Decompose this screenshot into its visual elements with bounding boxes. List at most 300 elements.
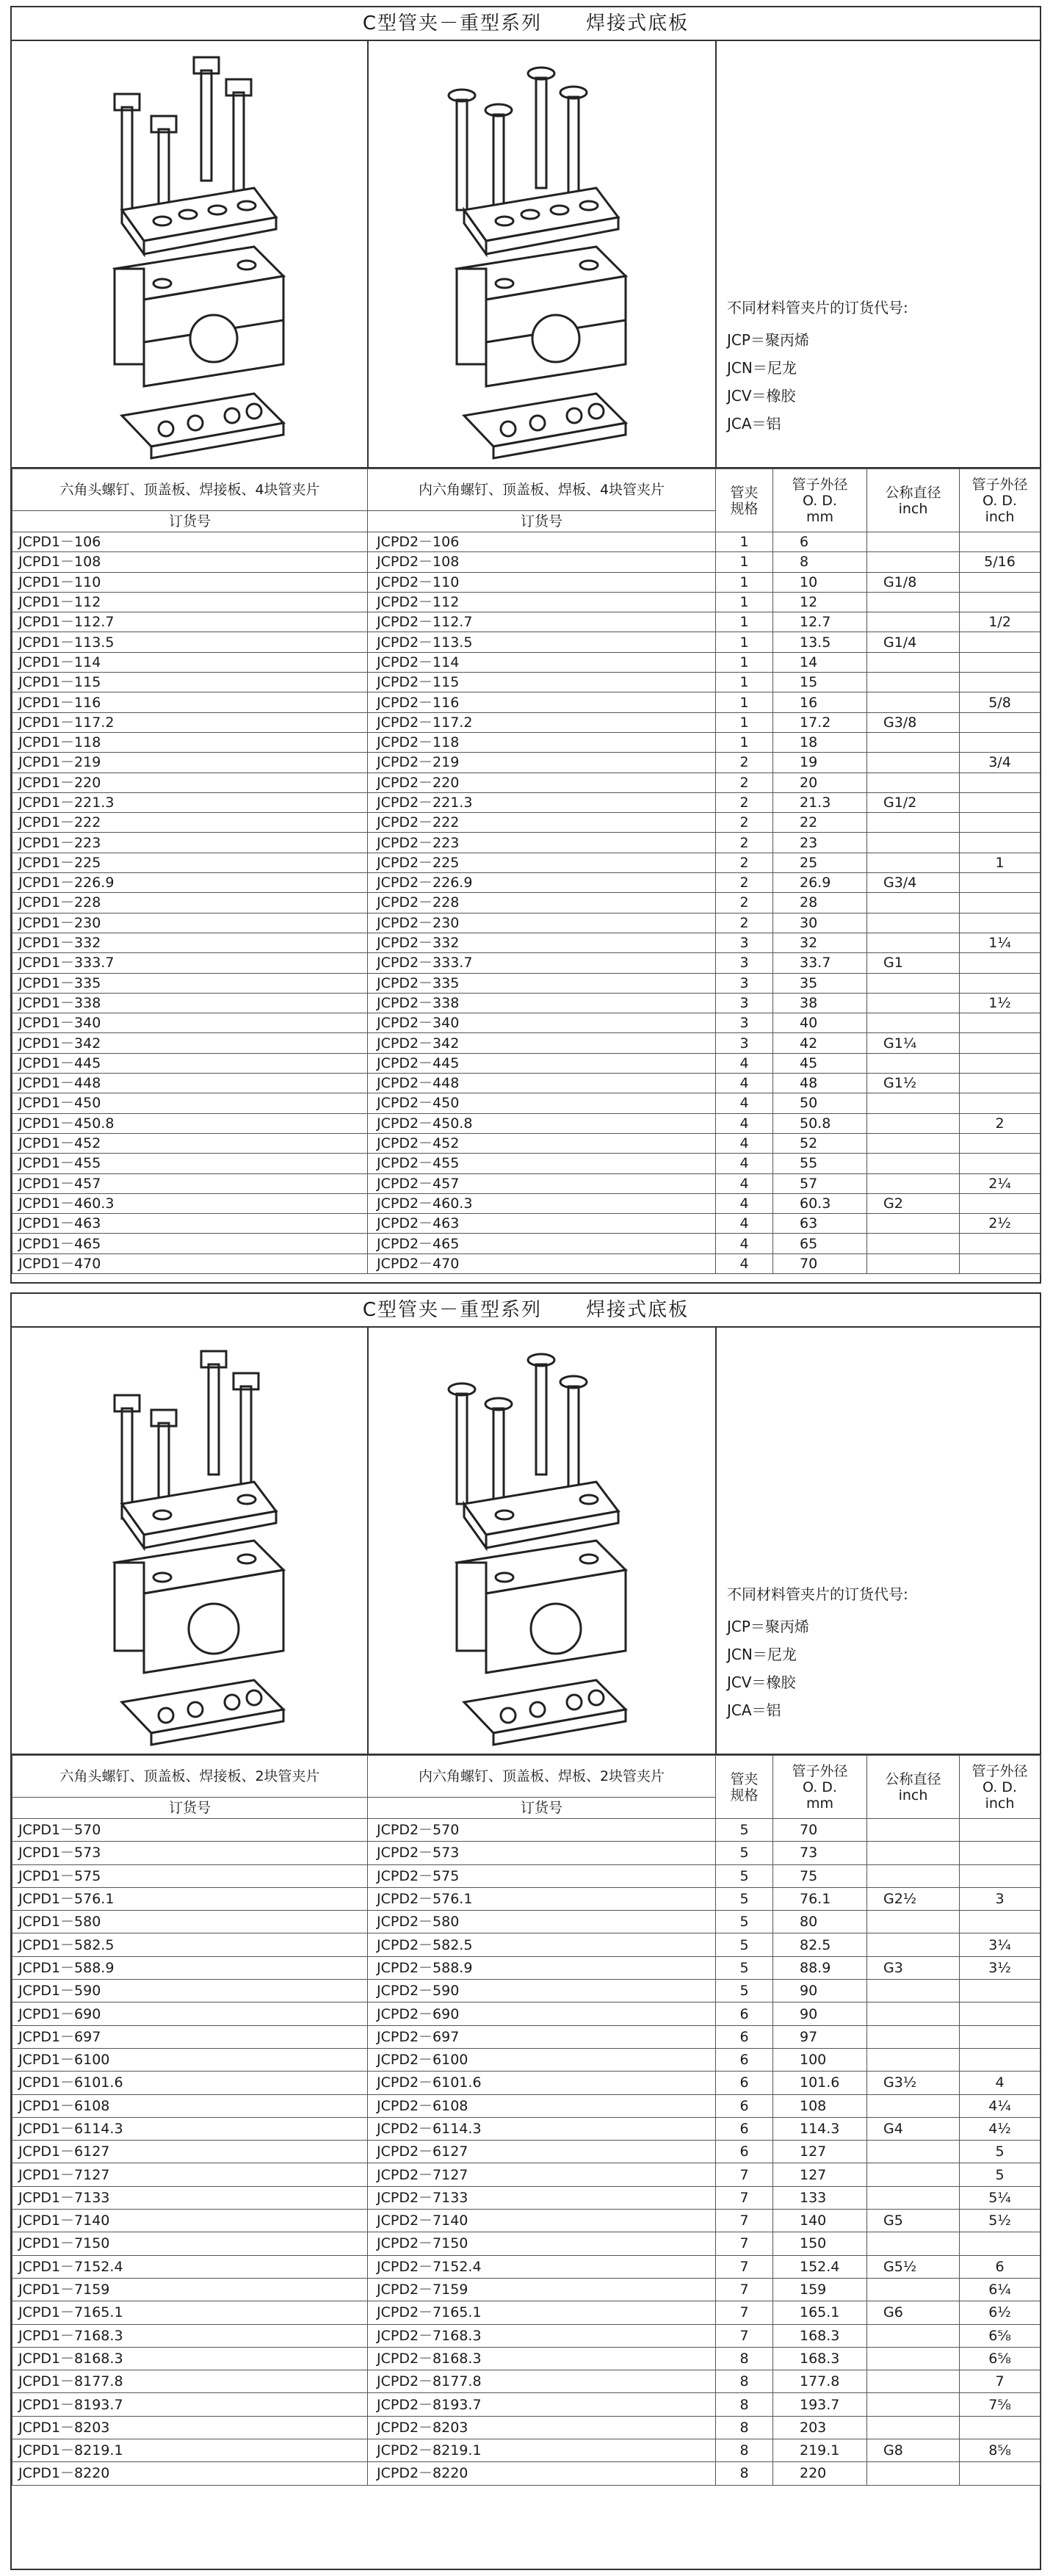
- cell-nominal-inch: [867, 2393, 960, 2416]
- order-table-2: [12, 1755, 1041, 2486]
- cell-pipe-od-inch: [960, 1911, 1041, 1933]
- cell-pipe-od-inch: [960, 1842, 1041, 1864]
- header-order-no-1: 订货号: [12, 1798, 368, 1819]
- cell-order-no-hex: JCPD1－463: [12, 1214, 368, 1234]
- cell-order-no-hex: JCPD1－8219.1: [12, 2439, 368, 2462]
- cell-order-no-socket: JCPD2－7127: [368, 2163, 716, 2186]
- cell-clamp-size: 4: [716, 1093, 773, 1113]
- cell-clamp-size: 7: [716, 2278, 773, 2301]
- table-row: [12, 1842, 1041, 1864]
- cell-order-no-hex: JCPD1－333.7: [12, 953, 368, 973]
- cell-pipe-od-inch: [960, 652, 1041, 672]
- cell-order-no-hex: JCPD1－7140: [12, 2210, 368, 2232]
- cell-order-no-hex: JCPD1－460.3: [12, 1193, 368, 1213]
- cell-clamp-size: 4: [716, 1234, 773, 1253]
- cell-nominal-inch: [867, 1154, 960, 1173]
- cell-clamp-size: 6: [716, 2048, 773, 2071]
- table-row: [12, 712, 1041, 732]
- cell-order-no-hex: JCPD1－590: [12, 1980, 368, 2002]
- cell-clamp-size: 4: [716, 1053, 773, 1073]
- material-code-item: JCP＝聚丙烯: [727, 331, 809, 349]
- cell-pipe-od-inch: 5/8: [960, 692, 1041, 712]
- cell-order-no-socket: JCPD2－8193.7: [368, 2393, 716, 2416]
- cell-pipe-od-inch: [960, 1234, 1041, 1253]
- cell-pipe-od-inch: 2½: [960, 1214, 1041, 1234]
- table-row: [12, 1113, 1041, 1133]
- cell-nominal-inch: [867, 2278, 960, 2301]
- cell-clamp-size: 8: [716, 2370, 773, 2393]
- header-pipe-od-inch: 管子外径 O. D. inch: [960, 469, 1041, 532]
- table-row: [12, 993, 1041, 1013]
- cell-nominal-inch: [867, 773, 960, 792]
- table-row: [12, 953, 1041, 973]
- cell-pipe-od-inch: 4½: [960, 2117, 1041, 2140]
- cell-nominal-inch: [867, 1842, 960, 1864]
- cell-clamp-size: 5: [716, 1956, 773, 1979]
- cell-order-no-hex: JCPD1－226.9: [12, 873, 368, 893]
- cell-order-no-hex: JCPD1－450: [12, 1093, 368, 1113]
- panel-title-sub: 焊接式底板: [586, 1299, 690, 1321]
- cell-pipe-od-inch: [960, 2002, 1041, 2025]
- cell-clamp-size: 1: [716, 632, 773, 652]
- cell-nominal-inch: [867, 933, 960, 952]
- table-row: [12, 773, 1041, 792]
- cell-pipe-od-mm: 150: [773, 2232, 867, 2255]
- cell-order-no-hex: JCPD1－221.3: [12, 792, 368, 812]
- cell-pipe-od-mm: 6: [773, 532, 867, 552]
- cell-order-no-hex: JCPD1－573: [12, 1842, 368, 1864]
- table-row: [12, 2370, 1041, 2393]
- cell-pipe-od-inch: 6¼: [960, 2278, 1041, 2301]
- cell-nominal-inch: G3½: [867, 2072, 960, 2094]
- cell-order-no-socket: JCPD2－332: [368, 933, 716, 952]
- cell-clamp-size: 7: [716, 2324, 773, 2347]
- cell-clamp-size: 4: [716, 1074, 773, 1093]
- table-row: [12, 1933, 1041, 1956]
- cell-order-no-socket: JCPD2－230: [368, 913, 716, 933]
- cell-pipe-od-mm: 55: [773, 1154, 867, 1173]
- cell-pipe-od-mm: 88.9: [773, 1956, 867, 1979]
- material-code-item: JCP＝聚丙烯: [727, 1618, 809, 1635]
- cell-order-no-socket: JCPD2－114: [368, 652, 716, 672]
- cell-order-no-socket: JCPD2－6114.3: [368, 2117, 716, 2140]
- cell-pipe-od-inch: [960, 1013, 1041, 1033]
- cell-order-no-hex: JCPD1－7168.3: [12, 2324, 368, 2347]
- cell-pipe-od-mm: 18: [773, 732, 867, 752]
- table-row: [12, 2025, 1041, 2048]
- cell-clamp-size: 4: [716, 1253, 773, 1273]
- cell-pipe-od-inch: [960, 732, 1041, 752]
- cell-order-no-hex: JCPD1－112.7: [12, 612, 368, 632]
- cell-pipe-od-mm: 90: [773, 2002, 867, 2025]
- cell-clamp-size: 8: [716, 2439, 773, 2462]
- cell-nominal-inch: [867, 753, 960, 773]
- cell-order-no-hex: JCPD1－112: [12, 592, 368, 612]
- cell-clamp-size: 7: [716, 2232, 773, 2255]
- cell-clamp-size: 2: [716, 753, 773, 773]
- table-row: [12, 1887, 1041, 1910]
- header-clamp-size: 管夹 规格: [716, 469, 773, 532]
- cell-clamp-size: 1: [716, 572, 773, 592]
- cell-pipe-od-inch: 5¼: [960, 2186, 1041, 2209]
- cell-pipe-od-inch: 3/4: [960, 753, 1041, 773]
- cell-pipe-od-mm: 70: [773, 1819, 867, 1842]
- cell-order-no-socket: JCPD2－445: [368, 1053, 716, 1073]
- cell-nominal-inch: G1½: [867, 1074, 960, 1093]
- cell-clamp-size: 2: [716, 773, 773, 792]
- cell-order-no-hex: JCPD1－6108: [12, 2094, 368, 2117]
- cell-order-no-hex: JCPD1－7159: [12, 2278, 368, 2301]
- cell-pipe-od-mm: 38: [773, 993, 867, 1013]
- cell-nominal-inch: [867, 913, 960, 933]
- cell-nominal-inch: [867, 813, 960, 833]
- cell-pipe-od-mm: 76.1: [773, 1887, 867, 1910]
- cell-order-no-socket: JCPD2－333.7: [368, 953, 716, 973]
- cell-nominal-inch: [867, 1234, 960, 1253]
- cell-order-no-hex: JCPD1－117.2: [12, 712, 368, 732]
- cell-pipe-od-inch: [960, 773, 1041, 792]
- cell-nominal-inch: [867, 652, 960, 672]
- cell-clamp-size: 1: [716, 712, 773, 732]
- cell-order-no-socket: JCPD2－452: [368, 1133, 716, 1153]
- cell-order-no-socket: JCPD2－690: [368, 2002, 716, 2025]
- cell-pipe-od-inch: [960, 973, 1041, 993]
- cell-pipe-od-mm: 21.3: [773, 792, 867, 812]
- cell-order-no-hex: JCPD1－448: [12, 1074, 368, 1093]
- material-codes-heading: 不同材料管夹片的订货代号:: [727, 1585, 908, 1603]
- cell-pipe-od-mm: 133: [773, 2186, 867, 2209]
- cell-nominal-inch: [867, 1253, 960, 1273]
- cell-pipe-od-mm: 127: [773, 2163, 867, 2186]
- cell-clamp-size: 7: [716, 2255, 773, 2278]
- socket-bolt-clamp-illustration: [369, 41, 717, 467]
- cell-pipe-od-inch: [960, 572, 1041, 592]
- cell-nominal-inch: [867, 673, 960, 692]
- cell-clamp-size: 6: [716, 2072, 773, 2094]
- cell-clamp-size: 5: [716, 1864, 773, 1887]
- material-code-item: JCA＝铝: [727, 1701, 781, 1719]
- cell-order-no-socket: JCPD2－450: [368, 1093, 716, 1113]
- cell-order-no-socket: JCPD2－226.9: [368, 873, 716, 893]
- cell-pipe-od-inch: [960, 532, 1041, 552]
- cell-order-no-hex: JCPD1－7133: [12, 2186, 368, 2209]
- cell-nominal-inch: [867, 2094, 960, 2117]
- cell-pipe-od-mm: 40: [773, 1013, 867, 1033]
- cell-order-no-socket: JCPD2－112: [368, 592, 716, 612]
- cell-order-no-hex: JCPD1－116: [12, 692, 368, 712]
- cell-order-no-hex: JCPD1－106: [12, 532, 368, 552]
- cell-pipe-od-inch: [960, 1193, 1041, 1213]
- cell-nominal-inch: [867, 1864, 960, 1887]
- cell-clamp-size: 1: [716, 692, 773, 712]
- cell-clamp-size: 1: [716, 612, 773, 632]
- cell-clamp-size: 5: [716, 1842, 773, 1864]
- cell-nominal-inch: [867, 893, 960, 913]
- cell-order-no-hex: JCPD1－219: [12, 753, 368, 773]
- cell-pipe-od-mm: 12: [773, 592, 867, 612]
- cell-order-no-hex: JCPD1－342: [12, 1033, 368, 1053]
- cell-order-no-socket: JCPD2－582.5: [368, 1933, 716, 1956]
- cell-nominal-inch: [867, 692, 960, 712]
- cell-order-no-socket: JCPD2－220: [368, 773, 716, 792]
- header-socket-bolt-set: 内六角螺钉、顶盖板、焊板、4块管夹片: [368, 469, 716, 511]
- cell-order-no-hex: JCPD1－230: [12, 913, 368, 933]
- cell-pipe-od-mm: 8: [773, 552, 867, 572]
- cell-pipe-od-mm: 70: [773, 1253, 867, 1273]
- cell-pipe-od-mm: 17.2: [773, 712, 867, 732]
- cell-pipe-od-mm: 50: [773, 1093, 867, 1113]
- cell-order-no-hex: JCPD1－6100: [12, 2048, 368, 2071]
- cell-nominal-inch: G5½: [867, 2255, 960, 2278]
- cell-order-no-hex: JCPD1－118: [12, 732, 368, 752]
- cell-pipe-od-inch: [960, 1154, 1041, 1173]
- cell-clamp-size: 2: [716, 913, 773, 933]
- table-row: [12, 2324, 1041, 2347]
- cell-pipe-od-mm: 30: [773, 913, 867, 933]
- cell-pipe-od-inch: [960, 1980, 1041, 2002]
- cell-order-no-hex: JCPD1－576.1: [12, 1887, 368, 1910]
- cell-order-no-hex: JCPD1－690: [12, 2002, 368, 2025]
- cell-pipe-od-mm: 82.5: [773, 1933, 867, 1956]
- cell-pipe-od-mm: 52: [773, 1133, 867, 1153]
- cell-pipe-od-mm: 75: [773, 1864, 867, 1887]
- cell-pipe-od-mm: 33.7: [773, 953, 867, 973]
- header-pipe-od-mm: 管子外径 O. D. mm: [773, 1756, 867, 1819]
- cell-order-no-socket: JCPD2－573: [368, 1842, 716, 1864]
- cell-pipe-od-mm: 114.3: [773, 2117, 867, 2140]
- cell-pipe-od-mm: 108: [773, 2094, 867, 2117]
- table-row: [12, 1154, 1041, 1173]
- cell-order-no-hex: JCPD1－225: [12, 853, 368, 872]
- cell-pipe-od-inch: [960, 712, 1041, 732]
- cell-nominal-inch: [867, 1013, 960, 1033]
- cell-pipe-od-mm: 97: [773, 2025, 867, 2048]
- cell-pipe-od-mm: 177.8: [773, 2370, 867, 2393]
- cell-order-no-socket: JCPD2－223: [368, 833, 716, 853]
- table-row: [12, 2094, 1041, 2117]
- cell-nominal-inch: [867, 1133, 960, 1153]
- table-row: [12, 692, 1041, 712]
- cell-nominal-inch: [867, 1911, 960, 1933]
- cell-order-no-socket: JCPD2－221.3: [368, 792, 716, 812]
- cell-order-no-socket: JCPD2－576.1: [368, 1887, 716, 1910]
- cell-order-no-hex: JCPD1－457: [12, 1173, 368, 1193]
- cell-pipe-od-inch: 4: [960, 2072, 1041, 2094]
- cell-pipe-od-mm: 32: [773, 933, 867, 952]
- cell-pipe-od-mm: 203: [773, 2416, 867, 2439]
- table-row: [12, 893, 1041, 913]
- cell-pipe-od-mm: 168.3: [773, 2347, 867, 2370]
- cell-nominal-inch: G1¼: [867, 1033, 960, 1053]
- cell-order-no-hex: JCPD1－220: [12, 773, 368, 792]
- cell-order-no-hex: JCPD1－113.5: [12, 632, 368, 652]
- cell-pipe-od-mm: 23: [773, 833, 867, 853]
- cell-pipe-od-mm: 80: [773, 1911, 867, 1933]
- cell-nominal-inch: G1/2: [867, 792, 960, 812]
- cell-pipe-od-mm: 26.9: [773, 873, 867, 893]
- table-row: [12, 753, 1041, 773]
- table-row: [12, 2141, 1041, 2163]
- cell-pipe-od-inch: 2: [960, 1113, 1041, 1133]
- cell-clamp-size: 2: [716, 813, 773, 833]
- cell-order-no-socket: JCPD2－338: [368, 993, 716, 1013]
- cell-nominal-inch: [867, 612, 960, 632]
- cell-nominal-inch: [867, 1093, 960, 1113]
- cell-clamp-size: 4: [716, 1193, 773, 1213]
- table-row: [12, 1193, 1041, 1213]
- cell-pipe-od-inch: [960, 1864, 1041, 1887]
- table-row: [12, 552, 1041, 572]
- cell-pipe-od-inch: [960, 913, 1041, 933]
- cell-pipe-od-inch: 6⅝: [960, 2324, 1041, 2347]
- cell-pipe-od-inch: [960, 833, 1041, 853]
- cell-clamp-size: 1: [716, 652, 773, 672]
- cell-order-no-socket: JCPD2－118: [368, 732, 716, 752]
- cell-clamp-size: 7: [716, 2301, 773, 2324]
- cell-nominal-inch: [867, 1053, 960, 1073]
- cell-pipe-od-mm: 168.3: [773, 2324, 867, 2347]
- table-row: [12, 913, 1041, 933]
- cell-clamp-size: 2: [716, 853, 773, 872]
- cell-pipe-od-inch: 2¼: [960, 1173, 1041, 1193]
- table-row: [12, 1819, 1041, 1842]
- cell-nominal-inch: G3/4: [867, 873, 960, 893]
- cell-nominal-inch: G5: [867, 2210, 960, 2232]
- table-row: [12, 652, 1041, 672]
- cell-pipe-od-inch: 7⅝: [960, 2393, 1041, 2416]
- cell-nominal-inch: G2: [867, 1193, 960, 1213]
- cell-pipe-od-inch: [960, 2232, 1041, 2255]
- cell-clamp-size: 3: [716, 1013, 773, 1033]
- cell-pipe-od-inch: 6⅝: [960, 2347, 1041, 2370]
- cell-pipe-od-inch: 3: [960, 1887, 1041, 1910]
- catalog-panel-1: [10, 6, 1041, 1284]
- cell-order-no-socket: JCPD2－342: [368, 1033, 716, 1053]
- table-row: [12, 1234, 1041, 1253]
- order-table-1: [12, 468, 1041, 1274]
- cell-pipe-od-mm: 12.7: [773, 612, 867, 632]
- table-row: [12, 1074, 1041, 1093]
- table-row: [12, 813, 1041, 833]
- cell-order-no-socket: JCPD2－335: [368, 973, 716, 993]
- cell-order-no-hex: JCPD1－8193.7: [12, 2393, 368, 2416]
- cell-clamp-size: 1: [716, 673, 773, 692]
- cell-order-no-socket: JCPD2－7168.3: [368, 2324, 716, 2347]
- cell-clamp-size: 2: [716, 792, 773, 812]
- material-codes-heading: 不同材料管夹片的订货代号:: [727, 299, 908, 316]
- cell-order-no-hex: JCPD1－228: [12, 893, 368, 913]
- table-row: [12, 873, 1041, 893]
- table-row: [12, 2462, 1041, 2485]
- cell-order-no-socket: JCPD2－222: [368, 813, 716, 833]
- cell-clamp-size: 4: [716, 1113, 773, 1133]
- cell-order-no-hex: JCPD1－6101.6: [12, 2072, 368, 2094]
- cell-order-no-socket: JCPD2－6100: [368, 2048, 716, 2071]
- table-row: [12, 2072, 1041, 2094]
- cell-pipe-od-inch: [960, 873, 1041, 893]
- table-row: [12, 853, 1041, 872]
- material-code-item: JCV＝橡胶: [727, 387, 796, 405]
- cell-clamp-size: 2: [716, 873, 773, 893]
- cell-nominal-inch: [867, 1214, 960, 1234]
- cell-order-no-socket: JCPD2－457: [368, 1173, 716, 1193]
- cell-pipe-od-mm: 48: [773, 1074, 867, 1093]
- cell-nominal-inch: [867, 2462, 960, 2485]
- cell-order-no-hex: JCPD1－450.8: [12, 1113, 368, 1133]
- cell-nominal-inch: [867, 973, 960, 993]
- cell-pipe-od-mm: 42: [773, 1033, 867, 1053]
- table-row: [12, 1053, 1041, 1073]
- cell-pipe-od-mm: 140: [773, 2210, 867, 2232]
- cell-pipe-od-inch: 5/16: [960, 552, 1041, 572]
- catalog-panel-2: [10, 1292, 1041, 2570]
- cell-pipe-od-inch: 1¼: [960, 933, 1041, 952]
- cell-order-no-hex: JCPD1－338: [12, 993, 368, 1013]
- cell-pipe-od-mm: 16: [773, 692, 867, 712]
- cell-order-no-hex: JCPD1－222: [12, 813, 368, 833]
- header-hex-bolt-set: 六角头螺钉、顶盖板、焊接板、2块管夹片: [12, 1756, 368, 1798]
- cell-order-no-socket: JCPD2－7140: [368, 2210, 716, 2232]
- cell-nominal-inch: [867, 2141, 960, 2163]
- cell-order-no-socket: JCPD2－7133: [368, 2186, 716, 2209]
- cell-clamp-size: 4: [716, 1133, 773, 1153]
- cell-order-no-hex: JCPD1－114: [12, 652, 368, 672]
- cell-order-no-socket: JCPD2－219: [368, 753, 716, 773]
- cell-nominal-inch: G4: [867, 2117, 960, 2140]
- table-row: [12, 2301, 1041, 2324]
- cell-order-no-socket: JCPD2－108: [368, 552, 716, 572]
- cell-clamp-size: 7: [716, 2186, 773, 2209]
- cell-order-no-socket: JCPD2－225: [368, 853, 716, 872]
- cell-order-no-socket: JCPD2－590: [368, 1980, 716, 2002]
- cell-pipe-od-inch: 5½: [960, 2210, 1041, 2232]
- cell-order-no-hex: JCPD1－575: [12, 1864, 368, 1887]
- cell-pipe-od-mm: 73: [773, 1842, 867, 1864]
- cell-pipe-od-mm: 25: [773, 853, 867, 872]
- cell-pipe-od-mm: 127: [773, 2141, 867, 2163]
- cell-pipe-od-mm: 220: [773, 2462, 867, 2485]
- table-row: [12, 2002, 1041, 2025]
- table-row: [12, 2163, 1041, 2186]
- cell-nominal-inch: G3/8: [867, 712, 960, 732]
- cell-pipe-od-inch: 8⅝: [960, 2439, 1041, 2462]
- cell-nominal-inch: [867, 2163, 960, 2186]
- header-nominal-inch: 公称直径 inch: [867, 1756, 960, 1819]
- table-row: [12, 2048, 1041, 2071]
- cell-order-no-socket: JCPD2－570: [368, 1819, 716, 1842]
- cell-nominal-inch: [867, 532, 960, 552]
- cell-clamp-size: 7: [716, 2163, 773, 2186]
- cell-order-no-socket: JCPD2－117.2: [368, 712, 716, 732]
- panel-title-main: C型管夹－重型系列: [362, 1299, 543, 1321]
- table-row: [12, 1093, 1041, 1113]
- table-row: [12, 833, 1041, 853]
- cell-order-no-hex: JCPD1－6114.3: [12, 2117, 368, 2140]
- cell-clamp-size: 6: [716, 2002, 773, 2025]
- cell-order-no-hex: JCPD1－115: [12, 673, 368, 692]
- table-row: [12, 1214, 1041, 1234]
- cell-order-no-socket: JCPD2－6101.6: [368, 2072, 716, 2094]
- cell-pipe-od-inch: 6½: [960, 2301, 1041, 2324]
- cell-order-no-socket: JCPD2－6108: [368, 2094, 716, 2117]
- table-row: [12, 2347, 1041, 2370]
- cell-order-no-hex: JCPD1－697: [12, 2025, 368, 2048]
- cell-pipe-od-inch: [960, 1819, 1041, 1842]
- cell-order-no-socket: JCPD2－580: [368, 1911, 716, 1933]
- cell-nominal-inch: [867, 2370, 960, 2393]
- cell-order-no-hex: JCPD1－8168.3: [12, 2347, 368, 2370]
- cell-pipe-od-mm: 20: [773, 773, 867, 792]
